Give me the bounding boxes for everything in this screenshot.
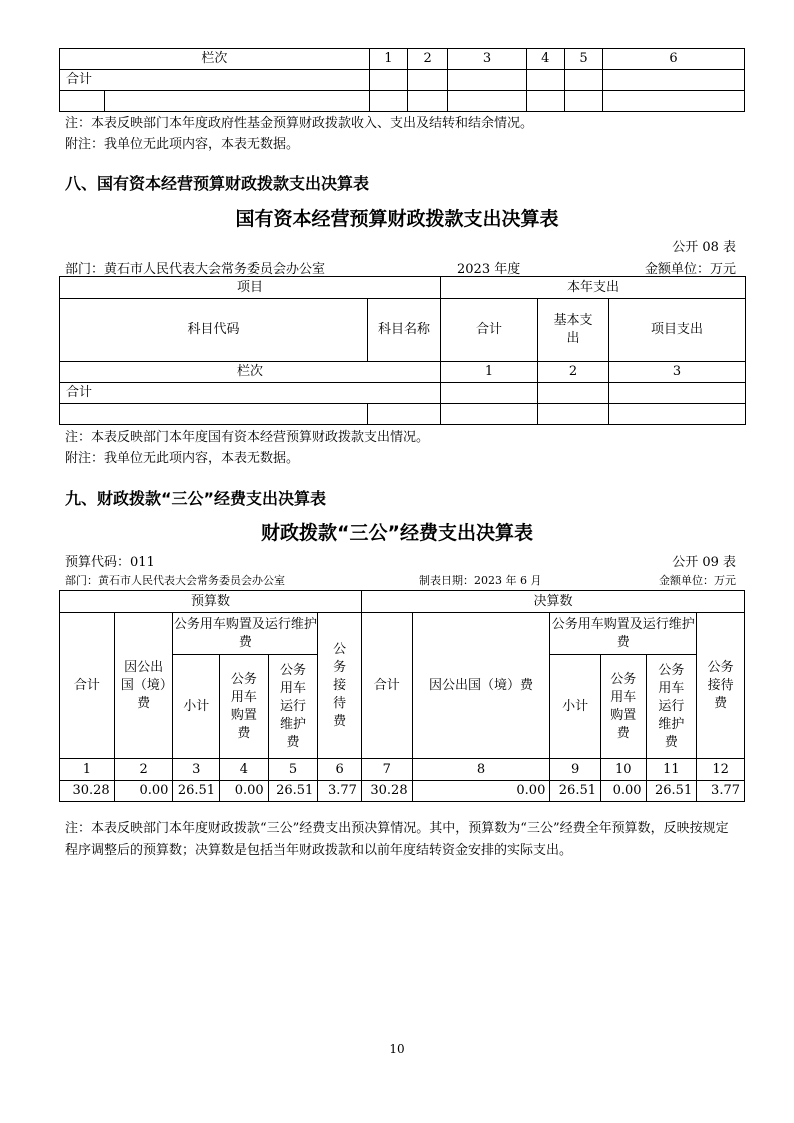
header-car-run: 公务用车运行维护费 — [268, 655, 318, 759]
col-num: 5 — [268, 759, 318, 781]
empty-cell — [448, 70, 526, 91]
header-car-group: 公务用车购置及运行维护费 — [173, 613, 318, 655]
value-cell: 26.51 — [268, 781, 318, 802]
col-num: 1 — [60, 759, 115, 781]
empty-cell — [538, 383, 609, 404]
amount-unit: 金额单位：万元 — [659, 574, 736, 587]
value-cell: 26.51 — [550, 781, 601, 802]
empty-cell — [448, 91, 526, 112]
value-cell: 3.77 — [318, 781, 362, 802]
header-car-group: 公务用车购置及运行维护费 — [550, 613, 697, 655]
section8-note: 注：本表反映部门本年度国有资本经营预算财政拨款支出情况。 — [65, 430, 430, 445]
col-num: 5 — [564, 49, 602, 70]
empty-cell — [603, 70, 745, 91]
value-cell: 0.00 — [601, 781, 647, 802]
empty-cell — [609, 404, 746, 425]
empty-cell — [538, 404, 609, 425]
empty-cell — [408, 91, 448, 112]
report-year: 2023 年度 — [457, 262, 521, 277]
col-num: 3 — [448, 49, 526, 70]
col-num: 12 — [697, 759, 745, 781]
col-num: 11 — [646, 759, 697, 781]
table7-note: 注：本表反映部门本年度政府性基金预算财政拨款收入、支出及结转和结余情况。 — [65, 116, 534, 131]
value-cell: 30.28 — [60, 781, 115, 802]
header-total: 合计 — [441, 299, 538, 362]
table-date: 制表日期：2023 年 6 月 — [419, 574, 542, 587]
col-num: 2 — [114, 759, 173, 781]
header-reception: 公务接待费 — [318, 613, 362, 759]
col-num: 4 — [220, 759, 269, 781]
form-number: 公开 09 表 — [672, 555, 736, 570]
section9-note: 注：本表反映部门本年度财政拨款“三公”经费支出预决算情况。其中，预算数为“三公”经费全年预算数，反映按规定程序调整后的预算数；决算数是包括当年财政拨款和以前年度结转资金安排的实际支出。 — [65, 821, 729, 858]
col-num: 6 — [318, 759, 362, 781]
page-number: 10 — [389, 1042, 405, 1056]
col-num: 4 — [526, 49, 564, 70]
three-public-expenses-table — [59, 590, 745, 802]
header-year-spend: 本年支出 — [441, 277, 746, 299]
empty-cell — [60, 404, 368, 425]
value-cell: 0.00 — [412, 781, 550, 802]
section-heading: 九、财政拨款“三公”经费支出决算表 — [65, 489, 327, 508]
empty-cell — [369, 91, 407, 112]
total-label: 合计 — [60, 70, 370, 91]
value-cell: 3.77 — [697, 781, 745, 802]
header-car-buy: 公务用车购置费 — [601, 655, 647, 759]
col-num: 1 — [369, 49, 407, 70]
col-num: 10 — [601, 759, 647, 781]
table-title: 国有资本经营预算财政拨款支出决算表 — [235, 208, 559, 230]
col-num: 2 — [538, 362, 609, 383]
header-car-run: 公务用车运行维护费 — [646, 655, 697, 759]
col-num: 3 — [173, 759, 220, 781]
row-label-cell: 栏次 — [60, 362, 441, 383]
value-cell: 26.51 — [646, 781, 697, 802]
form-number: 公开 08 表 — [672, 240, 736, 255]
empty-cell — [526, 91, 564, 112]
department: 部门：黄石市人民代表大会常务委员会办公室 — [65, 262, 326, 277]
header-final: 决算数 — [361, 591, 744, 613]
total-label: 合计 — [60, 383, 441, 404]
empty-cell — [369, 70, 407, 91]
header-budget: 预算数 — [60, 591, 362, 613]
header-subject-name: 科目名称 — [368, 299, 441, 362]
col-num: 8 — [412, 759, 550, 781]
government-fund-table-tail — [59, 48, 745, 112]
col-num: 3 — [609, 362, 746, 383]
empty-cell — [526, 70, 564, 91]
section-heading: 八、国有资本经营预算财政拨款支出决算表 — [65, 174, 370, 193]
col-num: 9 — [550, 759, 601, 781]
col-num: 7 — [361, 759, 412, 781]
header-basic: 基本支出 — [538, 299, 609, 362]
empty-cell — [564, 70, 602, 91]
header-total: 合计 — [361, 613, 412, 759]
empty-cell — [368, 404, 441, 425]
header-abroad: 因公出国（境）费 — [114, 613, 173, 759]
header-reception: 公务接待费 — [697, 613, 745, 759]
department: 部门：黄石市人民代表大会常务委员会办公室 — [65, 574, 285, 587]
header-project: 项目支出 — [609, 299, 746, 362]
header-car-buy: 公务用车购置费 — [220, 655, 269, 759]
empty-cell — [609, 383, 746, 404]
header-item: 项目 — [60, 277, 441, 299]
table-title: 财政拨款“三公”经费支出决算表 — [261, 522, 533, 544]
budget-code: 预算代码：011 — [65, 555, 155, 570]
section8-appendix: 附注：我单位无此项内容，本表无数据。 — [65, 451, 300, 466]
header-subject-code: 科目代码 — [60, 299, 368, 362]
empty-cell — [564, 91, 602, 112]
col-num: 6 — [603, 49, 745, 70]
empty-cell — [408, 70, 448, 91]
value-cell: 0.00 — [220, 781, 269, 802]
header-subtotal: 小计 — [173, 655, 220, 759]
empty-cell — [105, 91, 370, 112]
row-label-cell: 栏次 — [60, 49, 370, 70]
header-subtotal: 小计 — [550, 655, 601, 759]
empty-cell — [60, 91, 105, 112]
value-cell: 30.28 — [361, 781, 412, 802]
table7-appendix: 附注：我单位无此项内容，本表无数据。 — [65, 137, 300, 152]
empty-cell — [603, 91, 745, 112]
state-capital-expenditure-table — [59, 276, 746, 425]
empty-cell — [441, 404, 538, 425]
col-num: 2 — [408, 49, 448, 70]
col-num: 1 — [441, 362, 538, 383]
empty-cell — [441, 383, 538, 404]
value-cell: 0.00 — [114, 781, 173, 802]
value-cell: 26.51 — [173, 781, 220, 802]
header-abroad: 因公出国（境）费 — [412, 613, 550, 759]
amount-unit: 金额单位：万元 — [644, 262, 736, 277]
header-total: 合计 — [60, 613, 115, 759]
